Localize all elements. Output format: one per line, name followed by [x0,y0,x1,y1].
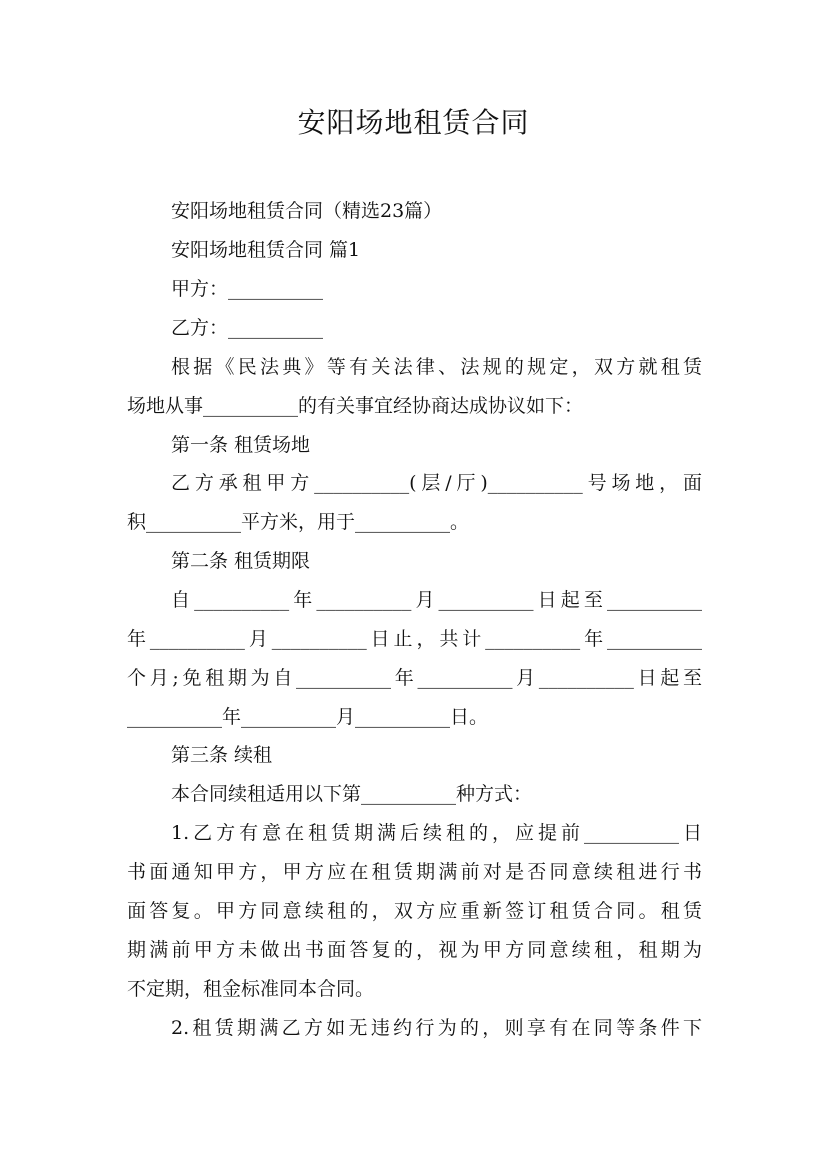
section-heading: 安阳场地租赁合同 篇1 [171,239,361,261]
paragraph-line: 自__________年__________月__________日起至__________ [171,589,702,611]
paragraph-line: 乙方承租甲方__________(层/厅)__________号场地，面 [171,472,702,494]
paragraph-line: 1.乙方有意在租赁期满后续租的，应提前__________日 [171,822,702,844]
article-heading: 第一条 租赁场地 [171,434,311,456]
paragraph-line: 根据《民法典》等有关法律、法规的规定，双方就租赁 [171,356,702,378]
document-title: 安阳场地租赁合同 [297,106,530,139]
subtitle-line: 安阳场地租赁合同（精选23篇） [171,200,443,222]
paragraph-line: 面答复。甲方同意续租的，双方应重新签订租赁合同。租赁 [127,900,702,922]
paragraph-line: 个月;免租期为自__________年__________月__________日起至 [127,667,702,689]
party-b-line: 乙方：__________ [171,317,324,339]
paragraph-line: __________年__________月__________日。 [127,706,489,728]
article-heading: 第二条 租赁期限 [171,550,311,572]
paragraph-line: 期满前甲方未做出书面答复的，视为甲方同意续租，租期为 [127,939,702,961]
paragraph-line: 书面通知甲方，甲方应在租赁期满前对是否同意续租进行书 [127,861,702,883]
paragraph-line: 场地从事__________的有关事宜经协商达成协议如下： [127,395,584,417]
paragraph-line: 不定期，租金标准同本合同。 [127,978,375,1000]
paragraph-line: 积__________平方米，用于__________。 [127,511,470,533]
party-a-line: 甲方：__________ [171,278,324,300]
paragraph-line: 本合同续租适用以下第__________种方式： [171,783,533,805]
paragraph-line: 年__________月__________日止，共计__________年__________ [127,628,702,650]
article-heading: 第三条 续租 [171,744,273,766]
paragraph-line: 2.租赁期满乙方如无违约行为的，则享有在同等条件下 [171,1017,702,1039]
